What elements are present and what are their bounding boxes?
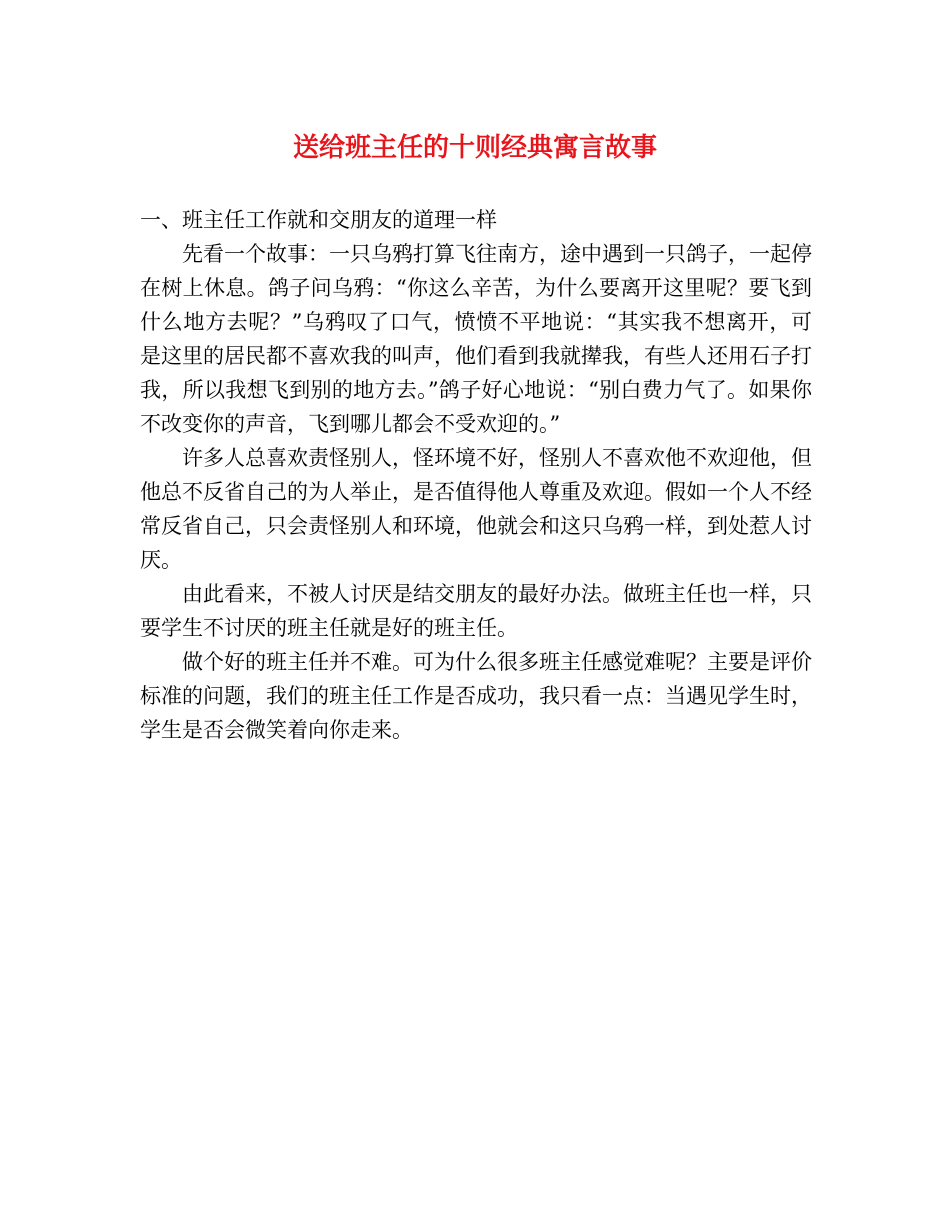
paragraph-conclusion: 由此看来，不被人讨厌是结交朋友的最好办法。做班主任也一样，只要学生不讨厌的班主任就是好的班主任。 bbox=[140, 582, 812, 640]
paragraph-reflection: 许多人总喜欢责怪别人，怪环境不好，怪别人不喜欢他不欢迎他，但他总不反省自己的为人举止，是否值得他人尊重及欢迎。假如一个人不经常反省自己，只会责怪别人和环境，他就会和这只乌鸦一样，到处惹人讨厌。 bbox=[140, 446, 812, 572]
document-title: 送给班主任的十则经典寓言故事 bbox=[292, 133, 657, 163]
paragraph-story: 先看一个故事：一只乌鸦打算飞往南方，途中遇到一只鸽子，一起停在树上休息。鸽子问乌鸦：“你这么辛苦，为什么要离开这里呢？要飞到什么地方去呢？”乌鸦叹了口气，愤愤不平地说：“其实我不想离开，可是这里的居民都不喜欢我的叫声，他们看到我就撵我，有些人还用石子打我，所以我想飞到别的地方去。”鸽子好心地说：“别白费力气了。如果你不改变你的声音，飞到哪儿都会不受欢迎的。” bbox=[140, 242, 812, 436]
document-body bbox=[140, 203, 812, 747]
section-heading: 一、班主任工作就和交朋友的道理一样 bbox=[140, 208, 497, 232]
paragraph-evaluation: 做个好的班主任并不难。可为什么很多班主任感觉难呢？主要是评价标准的问题，我们的班主任工作是否成功，我只看一点：当遇见学生时，学生是否会微笑着向你走来。 bbox=[140, 650, 812, 742]
